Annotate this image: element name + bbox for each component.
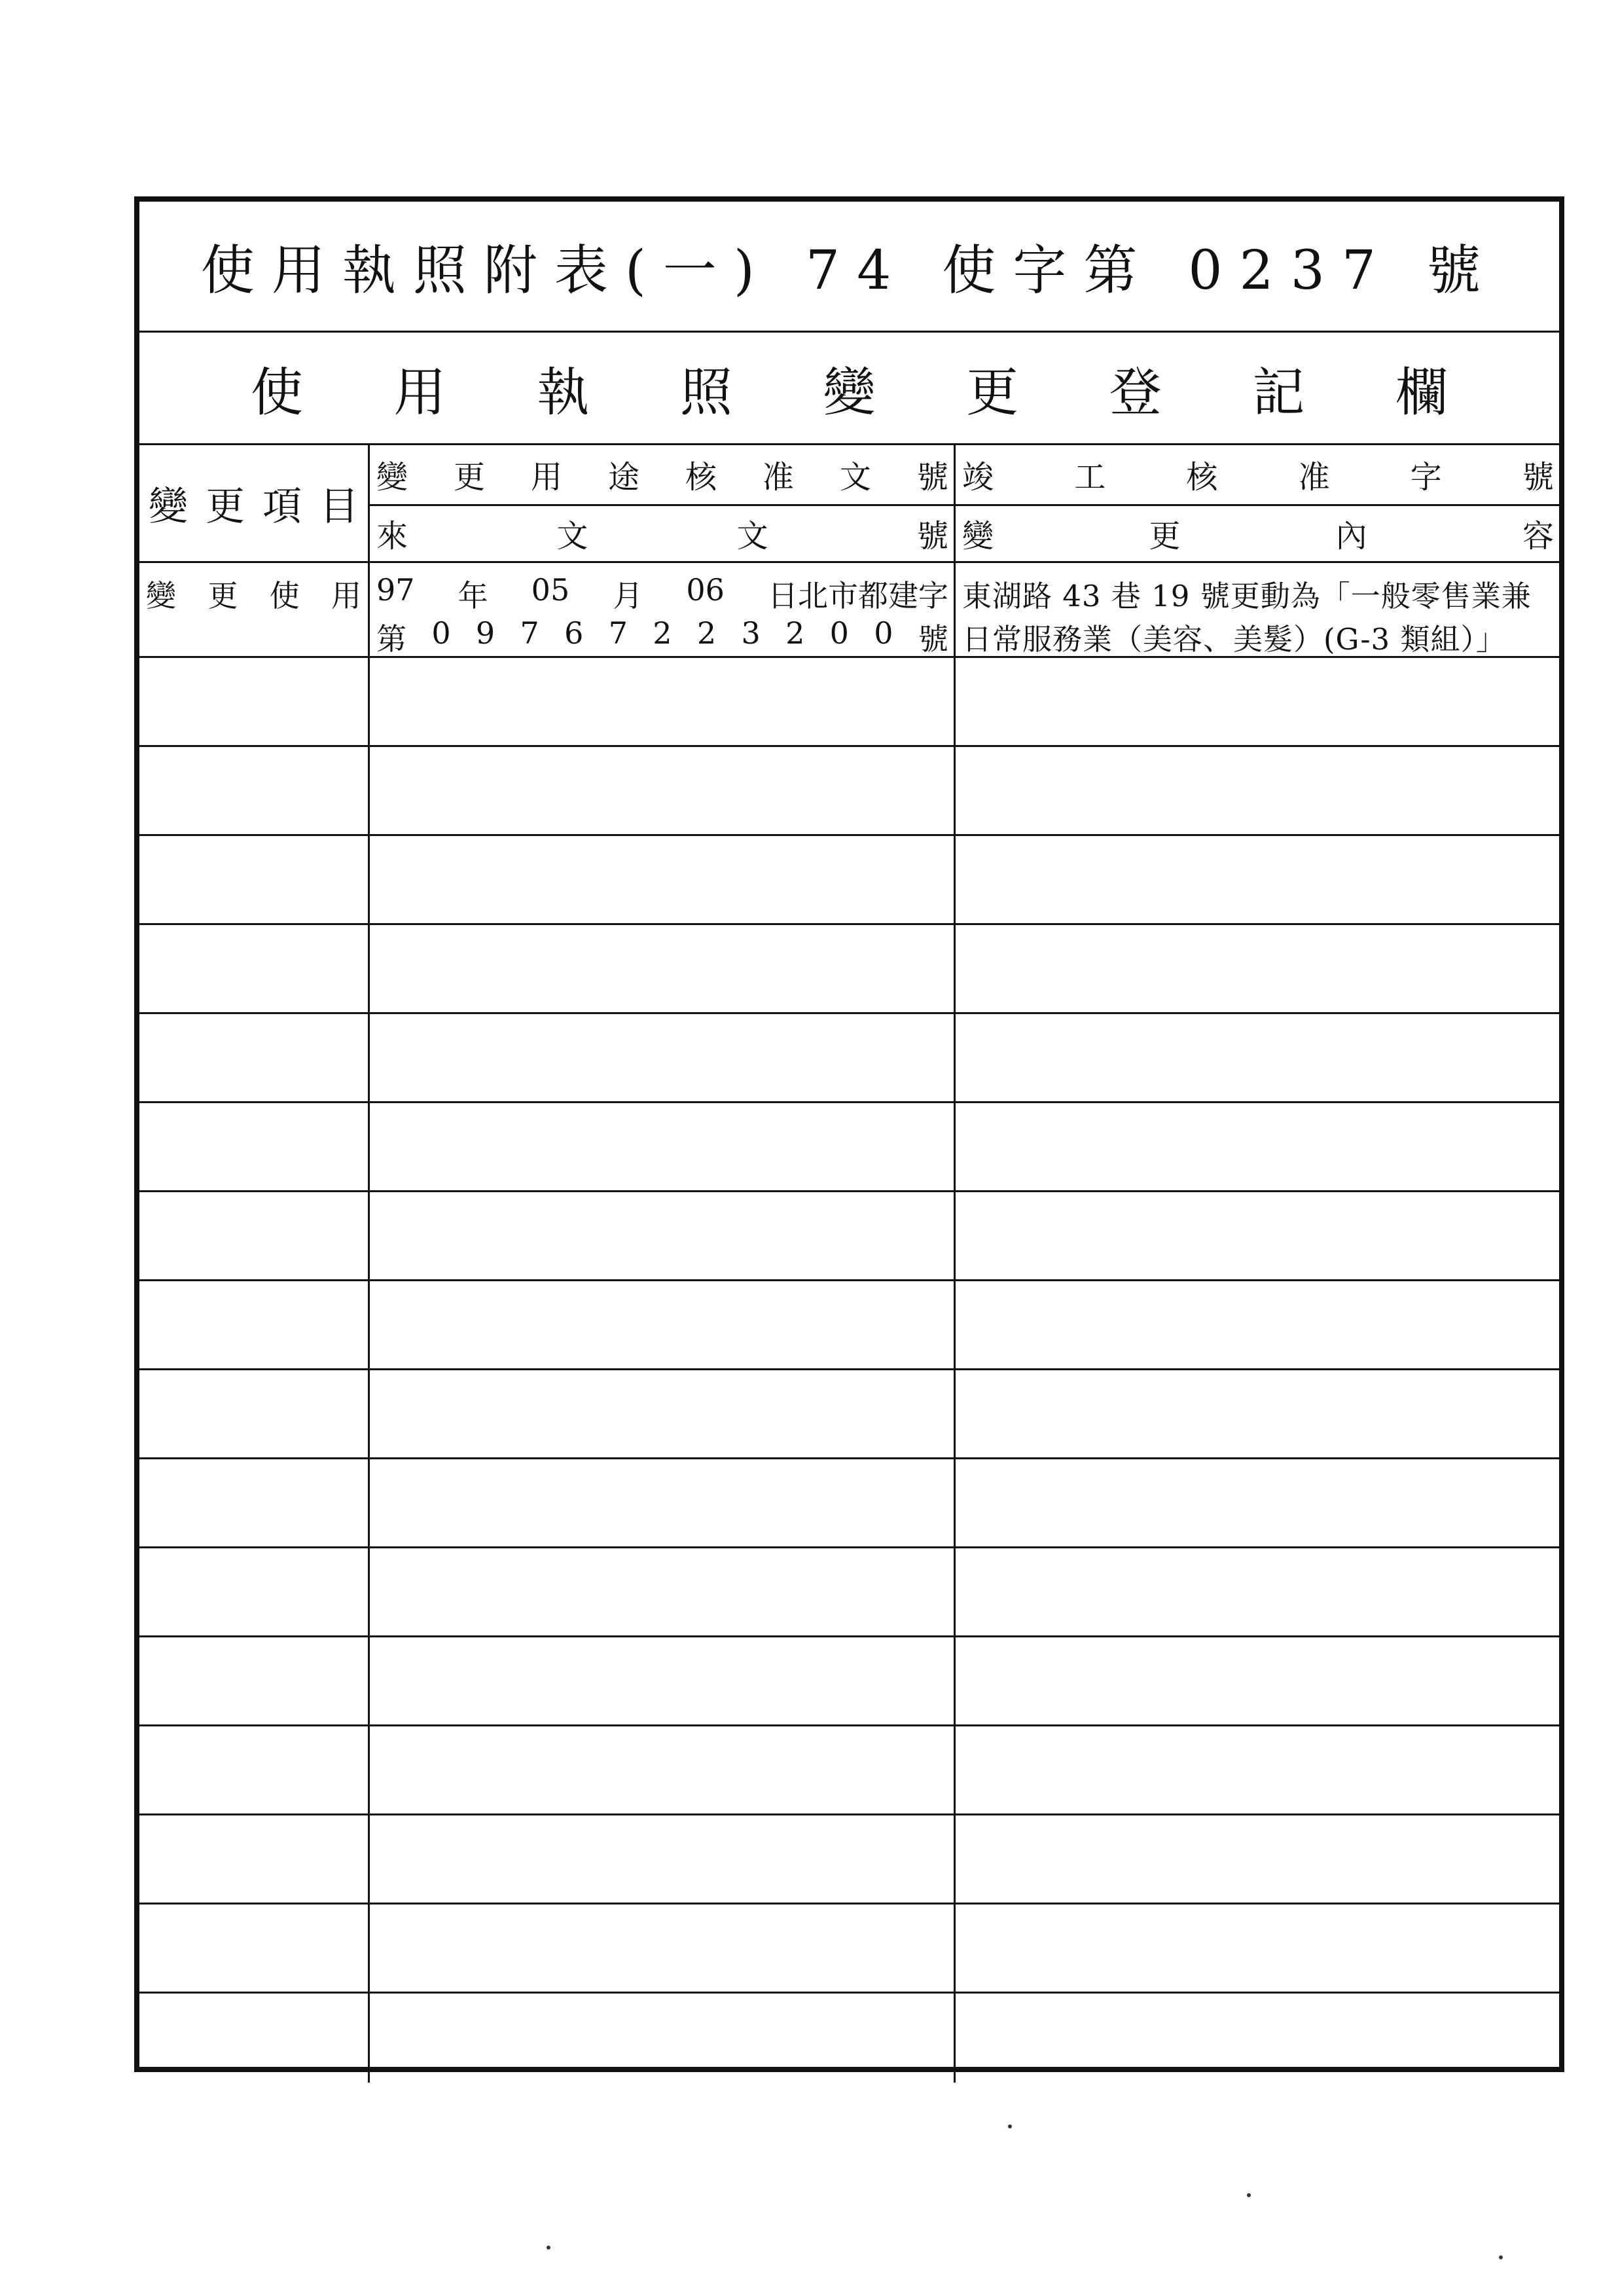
table-cell (368, 1192, 954, 1279)
table-cell (139, 1904, 368, 1992)
table-cell (139, 925, 368, 1012)
entry-token: 月 (613, 578, 643, 613)
table-cell (954, 925, 1559, 1012)
entry-content-line: 東湖路 43 巷 19 號更動為「一般零售業兼 (962, 579, 1532, 613)
table-cell (368, 1370, 954, 1457)
table-cell (368, 1548, 954, 1635)
entry-token: 7 (520, 615, 539, 651)
table-cell (954, 836, 1559, 923)
table-cell (368, 1637, 954, 1724)
table-row (139, 747, 1559, 836)
entry-token: 3 (741, 615, 761, 651)
entry-token: 7 (608, 615, 628, 651)
table-cell (139, 1459, 368, 1546)
table-row (139, 1370, 1559, 1459)
table-cell (139, 1726, 368, 1813)
header-char: 文 (736, 517, 768, 555)
table-cell (368, 836, 954, 923)
scan-speck (1499, 2255, 1503, 2259)
header-approval-no (376, 445, 948, 503)
header-char: 用 (530, 458, 562, 496)
entry-token: 日北市都建字 (767, 578, 948, 613)
header-char: 目 (319, 483, 359, 530)
entry-token: 0 (874, 615, 893, 651)
header-char: 內 (1335, 517, 1367, 555)
header-char: 更 (206, 483, 245, 530)
header-char: 工 (1074, 458, 1106, 496)
table-cell (368, 1103, 954, 1190)
scan-speck (1008, 2124, 1012, 2128)
table-row (139, 1548, 1559, 1637)
table-cell (139, 1103, 368, 1190)
table-cell (954, 1014, 1559, 1101)
table-cell (954, 1459, 1559, 1546)
table-cell (139, 747, 368, 834)
table-cell (954, 658, 1559, 745)
header-item-cell (139, 445, 368, 561)
header-char: 號 (916, 517, 948, 555)
table-header-row (139, 445, 1559, 563)
table-cell (139, 1994, 368, 2083)
entry-token: 2 (653, 615, 672, 651)
header-char: 容 (1522, 517, 1554, 555)
header-char: 號 (1522, 458, 1554, 496)
entry-content-cell (954, 563, 1559, 656)
header-completion-no (962, 445, 1554, 503)
form-title: 使用執照附表(一) 74 使字第 0237 號 (200, 240, 1498, 302)
subtitle-char: 登 (1109, 362, 1162, 423)
form-subtitle (251, 333, 1448, 443)
entry-char: 變 (146, 578, 176, 613)
table-row (139, 925, 1559, 1014)
header-change-content (962, 504, 1554, 562)
table-cell (954, 1192, 1559, 1279)
subtitle-char: 用 (393, 362, 446, 423)
header-char: 竣 (962, 458, 994, 496)
header-content-cell (954, 445, 1559, 561)
subtitle-char: 執 (537, 362, 590, 423)
change-register-form (134, 196, 1564, 2072)
header-char: 號 (916, 458, 948, 496)
subtitle-char: 欄 (1395, 362, 1448, 423)
table-cell (954, 1370, 1559, 1457)
entry-document-number (376, 615, 948, 659)
entry-char: 更 (207, 578, 238, 613)
table-row (139, 1726, 1559, 1815)
subtitle-char: 使 (251, 362, 303, 423)
header-char: 來 (376, 517, 408, 555)
entry-token: 6 (564, 615, 584, 651)
table-cell (139, 658, 368, 745)
table-cell (368, 1281, 954, 1368)
table-row (139, 1014, 1559, 1103)
table-cell (954, 1815, 1559, 1903)
header-char: 文 (556, 517, 588, 555)
form-title-row (139, 202, 1559, 333)
entry-token: 年 (458, 578, 488, 613)
table-row (139, 1103, 1559, 1192)
subtitle-char: 照 (679, 362, 732, 423)
table-row (139, 563, 1559, 658)
header-char: 准 (1298, 458, 1330, 496)
table-cell (954, 1103, 1559, 1190)
table-cell (368, 658, 954, 745)
entry-token: 0 (829, 615, 849, 651)
entry-token: 2 (696, 615, 717, 651)
table-row (139, 658, 1559, 747)
table-cell (368, 925, 954, 1012)
header-document-cell (368, 445, 954, 561)
entry-char: 用 (331, 578, 361, 613)
table-cell (954, 1904, 1559, 1992)
entry-token: 2 (785, 615, 805, 651)
table-cell (368, 1014, 954, 1101)
entry-token: 05 (531, 572, 570, 608)
table-cell (368, 1459, 954, 1546)
table-cell (139, 1815, 368, 1903)
table-row (139, 1904, 1559, 1994)
table-row (139, 1281, 1559, 1370)
table-row (139, 1192, 1559, 1281)
entry-content-line: 日常服務業（美容、美髮）(G-3 類組）」 (962, 622, 1506, 657)
header-incoming-no (376, 504, 948, 562)
table-cell (139, 1370, 368, 1457)
table-cell (954, 1726, 1559, 1813)
entry-approval-date (376, 572, 948, 615)
header-char: 更 (1149, 517, 1181, 555)
entry-document-cell (368, 563, 954, 656)
header-char: 變 (962, 517, 994, 555)
header-char: 項 (262, 483, 302, 530)
table-cell (368, 1726, 954, 1813)
header-char: 核 (685, 458, 717, 496)
header-char: 核 (1186, 458, 1218, 496)
entry-char: 使 (269, 578, 300, 613)
table-cell (954, 747, 1559, 834)
entry-item-cell (139, 563, 368, 656)
scan-speck (1247, 2193, 1251, 2197)
entry-item (146, 572, 361, 615)
table-cell (368, 1904, 954, 1992)
table-row (139, 1637, 1559, 1726)
subtitle-char: 更 (966, 362, 1019, 423)
table-cell (368, 1815, 954, 1903)
header-item-label (149, 445, 359, 561)
entry-token: 97 (376, 572, 415, 608)
header-char: 文 (839, 458, 871, 496)
table-cell (139, 1637, 368, 1724)
subtitle-char: 記 (1252, 362, 1305, 423)
table-cell (368, 1994, 954, 2083)
header-char: 更 (453, 458, 485, 496)
header-char: 字 (1410, 458, 1442, 496)
header-char: 變 (149, 483, 188, 530)
table-cell (139, 1548, 368, 1635)
table-cell (954, 1548, 1559, 1635)
table-cell (954, 1994, 1559, 2083)
entry-token: 第 (376, 621, 406, 657)
table-cell (139, 1192, 368, 1279)
table-row (139, 836, 1559, 925)
table-row (139, 1459, 1559, 1548)
table-cell (139, 1014, 368, 1101)
table-row (139, 1994, 1559, 2083)
table-row (139, 1815, 1559, 1904)
header-char: 途 (607, 458, 639, 496)
header-char: 變 (376, 458, 408, 496)
table-cell (954, 1637, 1559, 1724)
header-char: 准 (762, 458, 794, 496)
form-subtitle-row (139, 333, 1559, 445)
entry-token: 06 (686, 572, 725, 608)
table-cell (139, 1281, 368, 1368)
table-cell (139, 836, 368, 923)
entry-token: 號 (918, 621, 948, 657)
entry-token: 0 (431, 615, 451, 651)
entry-token: 9 (475, 615, 495, 651)
scan-speck (547, 2246, 550, 2250)
table-cell (954, 1281, 1559, 1368)
subtitle-char: 變 (823, 362, 876, 423)
table-cell (368, 747, 954, 834)
